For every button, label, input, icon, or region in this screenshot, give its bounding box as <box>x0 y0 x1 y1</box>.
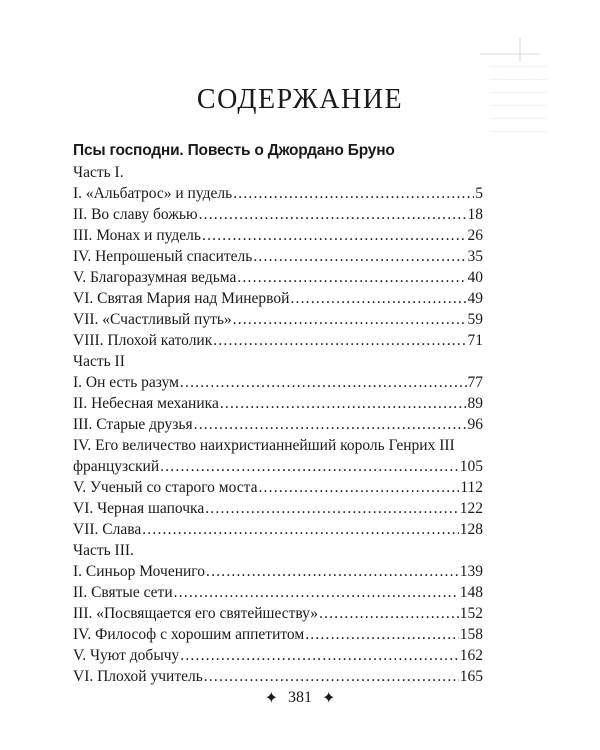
chapter-title: I. Синьор Мочениго <box>73 563 206 580</box>
chapter-title: VIII. Плохой католик <box>73 332 213 349</box>
toc-entry[interactable] <box>73 582 483 603</box>
toc-entry[interactable] <box>73 204 483 225</box>
chapter-title: VI. Черная шапочка <box>73 500 205 517</box>
show-through-text: ───────── ───────── ───────── ───────── ───────── ───────── <box>490 61 548 136</box>
leader-dots <box>253 246 466 267</box>
leader-dots <box>180 645 458 666</box>
chapter-page: 18 <box>467 206 483 223</box>
toc-entry[interactable] <box>73 603 483 624</box>
chapter-page: 71 <box>467 332 483 349</box>
chapter-page: 112 <box>460 479 483 496</box>
chapter-page: 96 <box>467 416 483 433</box>
leader-dots <box>206 561 459 582</box>
chapter-title: V. Благоразумная ведьма <box>73 269 237 286</box>
toc-entry[interactable] <box>73 393 483 414</box>
toc-entry[interactable] <box>73 666 483 687</box>
chapter-page: 59 <box>467 311 483 328</box>
chapter-page: 49 <box>467 290 483 307</box>
chapter-title: VI. Святая Мария над Минервой <box>73 290 290 307</box>
leader-dots <box>220 393 467 414</box>
chapter-title: VII. «Счастливый путь» <box>73 311 232 328</box>
chapter-page: 40 <box>467 269 483 286</box>
chapter-page: 152 <box>459 605 483 622</box>
toc-entry[interactable] <box>73 225 483 246</box>
leader-dots <box>202 225 467 246</box>
chapter-title: французский <box>73 458 160 475</box>
toc-entry[interactable] <box>73 624 483 645</box>
leader-dots <box>199 204 467 225</box>
chapter-title: V. Чуют добычу <box>73 647 180 664</box>
page-title: СОДЕРЖАНИЕ <box>196 84 404 115</box>
toc-entry[interactable] <box>73 246 483 267</box>
part-heading: Часть II <box>73 353 125 370</box>
chapter-title: VI. Плохой учитель <box>73 668 203 685</box>
chapter-title: I. Он есть разум <box>73 374 179 391</box>
toc-entry[interactable] <box>73 519 483 540</box>
chapter-title: III. Старые друзья <box>73 416 193 433</box>
leader-dots <box>290 288 466 309</box>
leader-dots <box>213 330 466 351</box>
chapter-page: 162 <box>459 647 483 664</box>
toc-entry[interactable] <box>73 372 483 393</box>
toc-entry[interactable] <box>73 288 483 309</box>
toc-entry[interactable] <box>73 561 483 582</box>
chapter-title: III. «Посвящается его святейшеству» <box>73 605 319 622</box>
toc-entry[interactable] <box>73 309 483 330</box>
leader-dots <box>233 183 474 204</box>
page-footer <box>0 688 600 708</box>
chapter-title: II. Святые сети <box>73 584 173 601</box>
part-heading: Часть I. <box>73 164 124 181</box>
chapter-page: 148 <box>459 584 483 601</box>
leader-dots <box>205 498 459 519</box>
chapter-page: 89 <box>467 395 483 412</box>
toc-entry[interactable] <box>73 498 483 519</box>
chapter-title: IV. Философ с хорошим аппетитом <box>73 626 305 643</box>
part-heading: Часть III. <box>73 542 134 559</box>
chapter-page: 158 <box>459 626 483 643</box>
leader-dots <box>204 666 459 687</box>
chapter-title: IV. Непрошеный спаситель <box>73 248 253 265</box>
leader-dots <box>194 414 467 435</box>
chapter-page: 128 <box>459 521 483 538</box>
chapter-title: II. Небесная механика <box>73 395 219 412</box>
table-of-contents <box>73 140 483 687</box>
chapter-page: 165 <box>459 668 483 685</box>
star-ornament-icon: ✦ <box>264 690 278 707</box>
toc-entry[interactable] <box>73 456 483 477</box>
chapter-page: 35 <box>467 248 483 265</box>
chapter-page: 26 <box>467 227 483 244</box>
toc-entry[interactable] <box>73 414 483 435</box>
chapter-title: II. Во славу божью <box>73 206 198 223</box>
chapter-title: I. «Альбатрос» и пудель <box>73 185 233 202</box>
chapter-title-line1[interactable]: IV. Его величество наихристианнейший король Генрих III <box>73 437 455 454</box>
chapter-page: 5 <box>475 185 483 202</box>
chapter-page: 77 <box>467 374 483 391</box>
chapter-title: V. Ученый со старого моста <box>73 479 258 496</box>
toc-entry[interactable] <box>73 477 483 498</box>
star-ornament-icon: ✦ <box>322 690 336 707</box>
chapter-page: 122 <box>459 500 483 517</box>
book-title: Псы господни. Повесть о Джордано Бруно <box>73 142 395 159</box>
page-number: 381 <box>288 689 312 706</box>
chapter-page: 105 <box>459 458 483 475</box>
toc-entry[interactable] <box>73 645 483 666</box>
toc-entry[interactable] <box>73 183 483 204</box>
show-through-mark <box>480 34 540 62</box>
leader-dots <box>233 309 467 330</box>
leader-dots <box>305 624 459 645</box>
leader-dots <box>142 519 459 540</box>
leader-dots <box>160 456 459 477</box>
chapter-title: VII. Слава <box>73 521 142 538</box>
chapter-page: 139 <box>459 563 483 580</box>
chapter-title: III. Монах и пудель <box>73 227 201 244</box>
leader-dots <box>180 372 467 393</box>
leader-dots <box>237 267 466 288</box>
toc-entry[interactable] <box>73 267 483 288</box>
leader-dots <box>174 582 459 603</box>
leader-dots <box>319 603 459 624</box>
toc-entry[interactable] <box>73 330 483 351</box>
leader-dots <box>258 477 459 498</box>
